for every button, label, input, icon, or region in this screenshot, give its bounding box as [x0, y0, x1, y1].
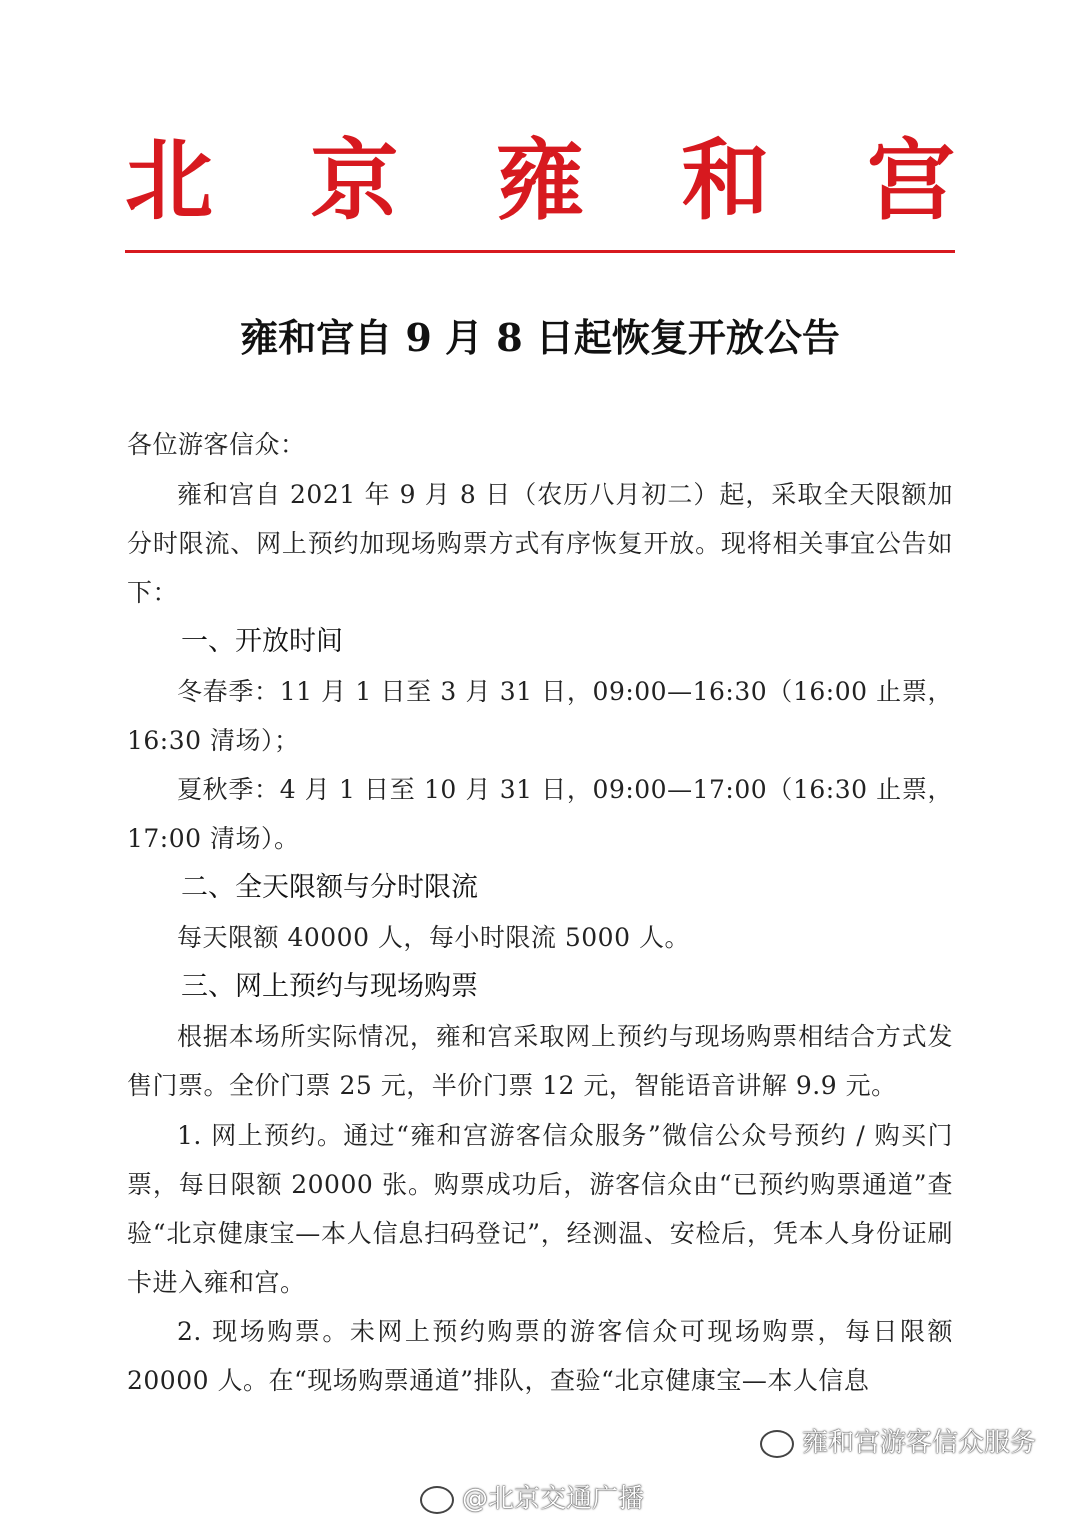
wechat-watermark-text: 雍和宫游客信众服务 — [802, 1428, 1037, 1458]
salutation: 各位游客信众： — [127, 430, 306, 459]
weibo-watermark — [420, 1478, 644, 1515]
wechat-watermark — [760, 1422, 1036, 1459]
section-3-heading: 三、网上预约与现场购票 — [181, 971, 478, 1002]
masthead-char-1: 北 — [125, 128, 214, 232]
winter-hours: 冬春季：11 月 1 日至 3 月 31 日，09:00—16:30（16:00 止票，16:30 清场）； — [127, 677, 953, 755]
document-title: 雍和宫自 9 月 8 日起恢复开放公告 — [240, 315, 840, 360]
section-1-heading: 一、开放时间 — [181, 626, 343, 657]
masthead-char-2: 京 — [310, 128, 399, 232]
daily-limit-text: 每天限额 40000 人，每小时限流 5000 人。 — [177, 923, 690, 952]
summer-hours: 夏秋季：4 月 1 日至 10 月 31 日，09:00—17:00（16:30 止票，17:00 清场）。 — [127, 775, 953, 853]
intro-paragraph: 雍和宫自 2021 年 9 月 8 日（农历八月初二）起，采取全天限额加分时限流、网上预约加现场购票方式有序恢复开放。现将相关事宜公告如下： — [127, 480, 953, 607]
masthead — [125, 130, 955, 230]
masthead-red-rule — [125, 250, 955, 253]
weibo-watermark-text: @北京交通广播 — [462, 1484, 645, 1514]
wechat-icon — [760, 1430, 794, 1458]
masthead-char-3: 雍 — [495, 128, 584, 232]
onsite-purchase-paragraph: 2. 现场购票。未网上预约购票的游客信众可现场购票，每日限额 20000 人。在“现场购票通道”排队，查验“北京健康宝—本人信息 — [127, 1317, 953, 1395]
ticket-price-paragraph: 根据本场所实际情况，雍和宫采取网上预约与现场购票相结合方式发售门票。全价门票 25 元，半价门票 12 元，智能语音讲解 9.9 元。 — [127, 1022, 953, 1100]
section-2-heading: 二、全天限额与分时限流 — [181, 872, 478, 903]
masthead-char-5: 宫 — [866, 128, 955, 232]
masthead-char-4: 和 — [681, 128, 770, 232]
online-reservation-paragraph: 1. 网上预约。通过“雍和宫游客信众服务”微信公众号预约 / 购买门票，每日限额 20000 张。购票成功后，游客信众由“已预约购票通道”查验“北京健康宝—本人信息扫码登记”，经测温、安检后，凭本人身份证刷卡进入雍和宫。 — [127, 1121, 953, 1297]
weibo-icon — [420, 1486, 454, 1514]
